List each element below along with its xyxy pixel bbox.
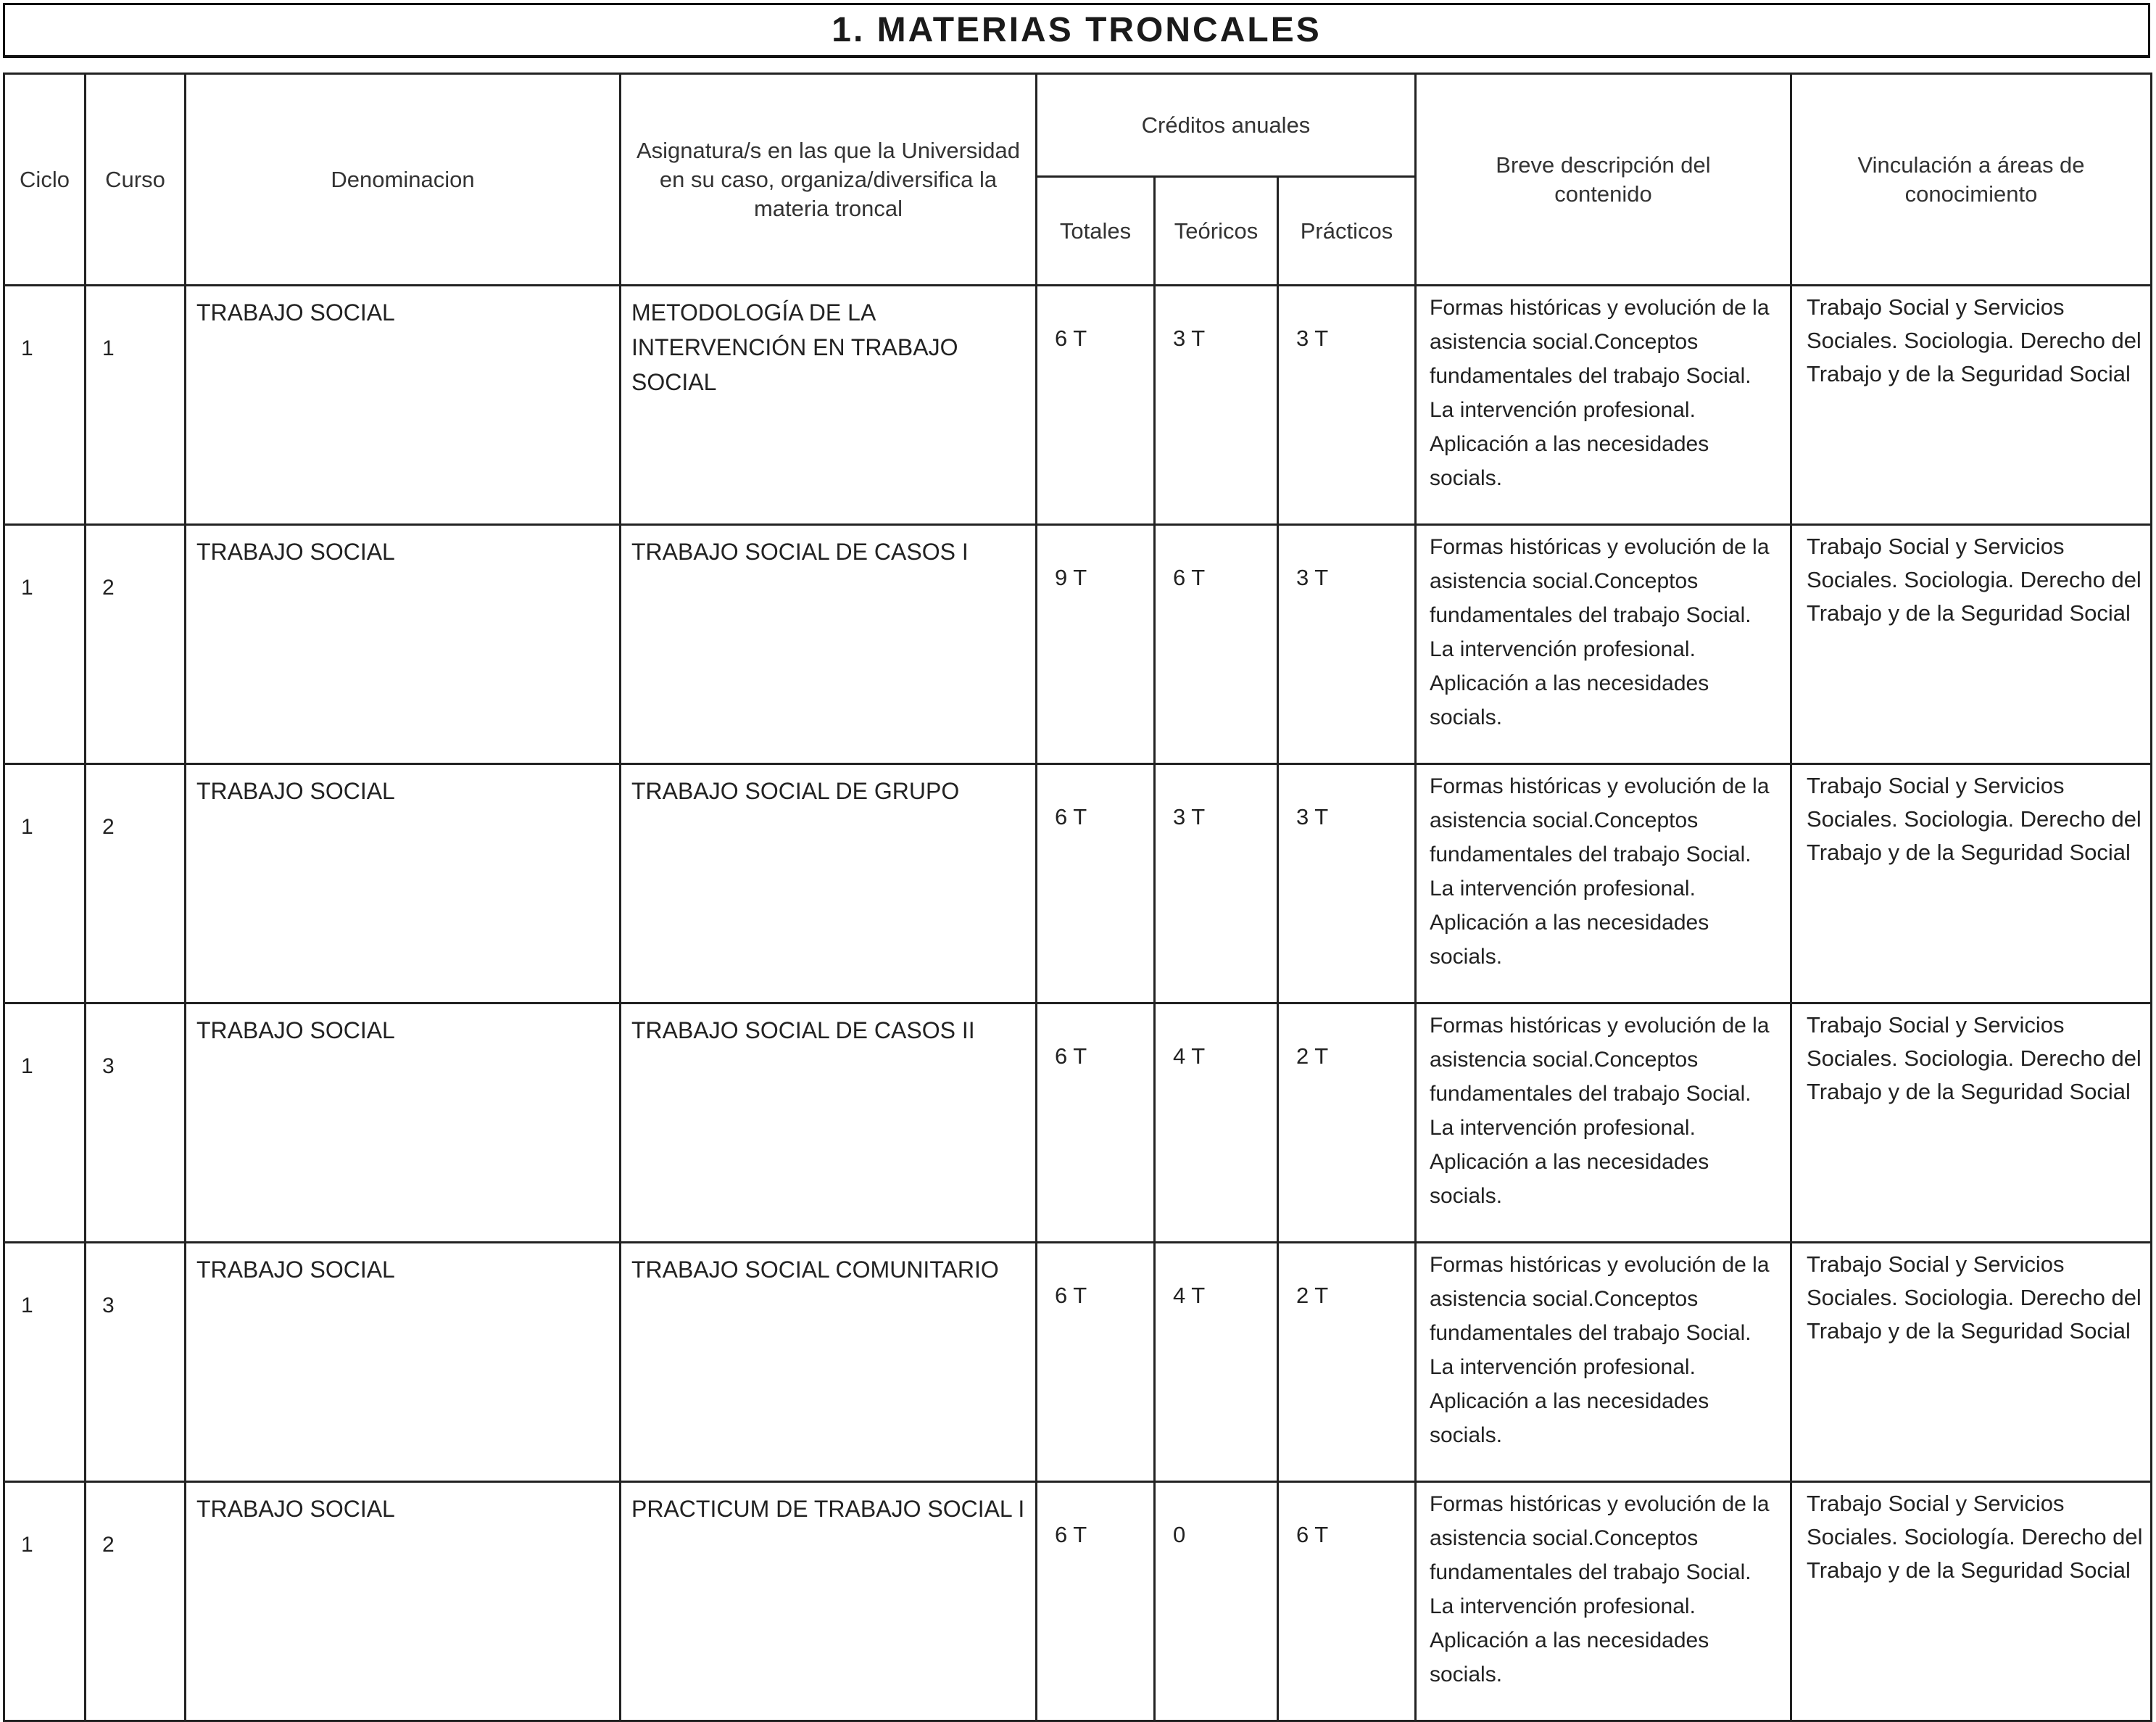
header-asignatura-text: Asignatura/s en las que la Universidad en su caso, organiza/diversifica la materia troncal [636, 137, 1021, 221]
creditos-practicos-cell [1278, 1003, 1416, 1243]
curso-cell-text: 3 [102, 1293, 115, 1317]
ciclo-cell [4, 1243, 86, 1482]
header-creditos: Créditos anuales [1037, 74, 1416, 177]
creditos-teoricos-cell [1155, 764, 1278, 1003]
descripcion-cell-text: Formas históricas y evolución de la asistencia social.Conceptos fundamentales del trabajo Social. La intervención profesional. Aplicación a las necesidades socials. [1430, 1492, 1770, 1686]
descripcion-cell [1416, 1243, 1791, 1482]
header-practicos: Prácticos [1278, 177, 1416, 286]
denominacion-cell-text: TRABAJO SOCIAL [196, 1017, 395, 1043]
creditos-totales-cell [1037, 525, 1155, 764]
ciclo-cell [4, 1482, 86, 1721]
creditos-totales-cell [1037, 1003, 1155, 1243]
descripcion-cell [1416, 1003, 1791, 1243]
denominacion-cell [186, 1243, 621, 1482]
header-descripcion-text: Breve descripción del contenido [1496, 152, 1711, 207]
creditos-teoricos-cell [1155, 1243, 1278, 1482]
creditos-practicos-cell-text: 3 T [1296, 326, 1329, 351]
materias-table [3, 73, 2152, 1722]
table-row [4, 1482, 2152, 1721]
creditos-totales-cell [1037, 764, 1155, 1003]
denominacion-cell-text: TRABAJO SOCIAL [196, 1496, 395, 1522]
table-row [4, 525, 2152, 764]
asignatura-cell [621, 525, 1037, 764]
ciclo-cell [4, 525, 86, 764]
creditos-practicos-cell-text: 2 T [1296, 1283, 1329, 1308]
header-ciclo: Ciclo [4, 74, 86, 286]
header-vinculacion [1791, 74, 2152, 286]
vinculacion-cell-text: Trabajo Social y Servicios Sociales. Sociología. Derecho del Trabajo y de la Seguridad Social [1807, 1491, 2143, 1583]
denominacion-cell [186, 764, 621, 1003]
curso-cell-text: 3 [102, 1054, 115, 1078]
descripcion-cell [1416, 1482, 1791, 1721]
document-sheet [3, 3, 2150, 1686]
descripcion-cell [1416, 764, 1791, 1003]
creditos-teoricos-cell-text: 0 [1173, 1522, 1186, 1547]
vinculacion-cell [1791, 764, 2152, 1003]
descripcion-cell-text: Formas históricas y evolución de la asistencia social.Conceptos fundamentales del trabajo Social. La intervención profesional. Aplicación a las necesidades socials. [1430, 535, 1770, 729]
denominacion-cell-text: TRABAJO SOCIAL [196, 778, 395, 804]
asignatura-cell-text: TRABAJO SOCIAL DE GRUPO [631, 778, 960, 804]
vinculacion-cell [1791, 286, 2152, 525]
vinculacion-cell-text: Trabajo Social y Servicios Sociales. Sociologia. Derecho del Trabajo y de la Seguridad Social [1807, 534, 2142, 626]
denominacion-cell [186, 286, 621, 525]
asignatura-cell [621, 1243, 1037, 1482]
creditos-practicos-cell [1278, 764, 1416, 1003]
creditos-totales-cell-text: 6 T [1055, 1522, 1087, 1547]
denominacion-cell [186, 1003, 621, 1243]
header-curso: Curso [86, 74, 186, 286]
curso-cell-text: 2 [102, 576, 115, 600]
creditos-teoricos-cell [1155, 1003, 1278, 1243]
vinculacion-cell-text: Trabajo Social y Servicios Sociales. Sociologia. Derecho del Trabajo y de la Seguridad Social [1807, 1251, 2142, 1344]
curso-cell-text: 2 [102, 815, 115, 839]
asignatura-cell [621, 286, 1037, 525]
asignatura-cell-text: METODOLOGÍA DE LA INTERVENCIÓN EN TRABAJO SOCIAL [631, 299, 958, 395]
ciclo-cell-text: 1 [21, 1293, 33, 1317]
creditos-practicos-cell-text: 3 T [1296, 804, 1329, 829]
denominacion-cell [186, 525, 621, 764]
creditos-totales-cell-text: 9 T [1055, 565, 1087, 590]
table-row [4, 286, 2152, 525]
creditos-teoricos-cell [1155, 286, 1278, 525]
ciclo-cell [4, 286, 86, 525]
ciclo-cell-text: 1 [21, 815, 33, 839]
descripcion-cell [1416, 525, 1791, 764]
denominacion-cell-text: TRABAJO SOCIAL [196, 539, 395, 565]
creditos-totales-cell-text: 6 T [1055, 1283, 1087, 1308]
curso-cell [86, 525, 186, 764]
header-denominacion: Denominacion [186, 74, 621, 286]
creditos-teoricos-cell-text: 3 T [1173, 804, 1206, 829]
creditos-teoricos-cell [1155, 525, 1278, 764]
table-row [4, 764, 2152, 1003]
creditos-practicos-cell [1278, 286, 1416, 525]
vinculacion-cell [1791, 1003, 2152, 1243]
creditos-practicos-cell [1278, 1243, 1416, 1482]
creditos-practicos-cell-text: 2 T [1296, 1043, 1329, 1069]
curso-cell-text: 2 [102, 1533, 115, 1557]
curso-cell [86, 1243, 186, 1482]
table-row [4, 1003, 2152, 1243]
table-body [4, 286, 2152, 1721]
creditos-practicos-cell-text: 3 T [1296, 565, 1329, 590]
asignatura-cell-text: TRABAJO SOCIAL DE CASOS I [631, 539, 969, 565]
creditos-teoricos-cell-text: 3 T [1173, 326, 1206, 351]
descripcion-cell [1416, 286, 1791, 525]
vinculacion-cell [1791, 1482, 2152, 1721]
asignatura-cell-text: PRACTICUM DE TRABAJO SOCIAL I [631, 1496, 1025, 1522]
asignatura-cell [621, 1482, 1037, 1721]
creditos-totales-cell [1037, 286, 1155, 525]
ciclo-cell [4, 1003, 86, 1243]
header-totales: Totales [1037, 177, 1155, 286]
creditos-totales-cell-text: 6 T [1055, 1043, 1087, 1069]
denominacion-cell-text: TRABAJO SOCIAL [196, 299, 395, 326]
creditos-totales-cell-text: 6 T [1055, 804, 1087, 829]
vinculacion-cell-text: Trabajo Social y Servicios Sociales. Sociologia. Derecho del Trabajo y de la Seguridad Social [1807, 294, 2142, 386]
curso-cell [86, 1003, 186, 1243]
page-title: 1. MATERIAS TRONCALES [3, 3, 2150, 58]
ciclo-cell [4, 764, 86, 1003]
descripcion-cell-text: Formas históricas y evolución de la asistencia social.Conceptos fundamentales del trabajo Social. La intervención profesional. Aplicación a las necesidades socials. [1430, 1253, 1770, 1447]
asignatura-cell [621, 1003, 1037, 1243]
curso-cell-text: 1 [102, 336, 115, 360]
header-teoricos: Teóricos [1155, 177, 1278, 286]
descripcion-cell-text: Formas históricas y evolución de la asistencia social.Conceptos fundamentales del trabajo Social. La intervención profesional. Aplicación a las necesidades socials. [1430, 1014, 1770, 1208]
header-descripcion [1416, 74, 1791, 286]
table-row [4, 1243, 2152, 1482]
creditos-practicos-cell-text: 6 T [1296, 1522, 1329, 1547]
creditos-practicos-cell [1278, 1482, 1416, 1721]
creditos-teoricos-cell-text: 4 T [1173, 1283, 1206, 1308]
descripcion-cell-text: Formas históricas y evolución de la asistencia social.Conceptos fundamentales del trabajo Social. La intervención profesional. Aplicación a las necesidades socials. [1430, 296, 1770, 490]
creditos-totales-cell-text: 6 T [1055, 326, 1087, 351]
ciclo-cell-text: 1 [21, 576, 33, 600]
curso-cell [86, 1482, 186, 1721]
ciclo-cell-text: 1 [21, 336, 33, 360]
asignatura-cell [621, 764, 1037, 1003]
creditos-totales-cell [1037, 1482, 1155, 1721]
header-asignatura [621, 74, 1037, 286]
vinculacion-cell-text: Trabajo Social y Servicios Sociales. Sociologia. Derecho del Trabajo y de la Seguridad Social [1807, 1012, 2142, 1104]
vinculacion-cell [1791, 1243, 2152, 1482]
curso-cell [86, 286, 186, 525]
asignatura-cell-text: TRABAJO SOCIAL COMUNITARIO [631, 1257, 999, 1283]
creditos-totales-cell [1037, 1243, 1155, 1482]
curso-cell [86, 764, 186, 1003]
creditos-teoricos-cell-text: 4 T [1173, 1043, 1206, 1069]
creditos-teoricos-cell [1155, 1482, 1278, 1721]
creditos-teoricos-cell-text: 6 T [1173, 565, 1206, 590]
descripcion-cell-text: Formas históricas y evolución de la asistencia social.Conceptos fundamentales del trabajo Social. La intervención profesional. Aplicación a las necesidades socials. [1430, 774, 1770, 969]
vinculacion-cell-text: Trabajo Social y Servicios Sociales. Sociologia. Derecho del Trabajo y de la Seguridad Social [1807, 773, 2142, 865]
asignatura-cell-text: TRABAJO SOCIAL DE CASOS II [631, 1017, 975, 1043]
ciclo-cell-text: 1 [21, 1054, 33, 1078]
creditos-practicos-cell [1278, 525, 1416, 764]
denominacion-cell-text: TRABAJO SOCIAL [196, 1257, 395, 1283]
header-vinculacion-text: Vinculación a áreas de conocimiento [1857, 152, 2085, 207]
denominacion-cell [186, 1482, 621, 1721]
ciclo-cell-text: 1 [21, 1533, 33, 1557]
vinculacion-cell [1791, 525, 2152, 764]
